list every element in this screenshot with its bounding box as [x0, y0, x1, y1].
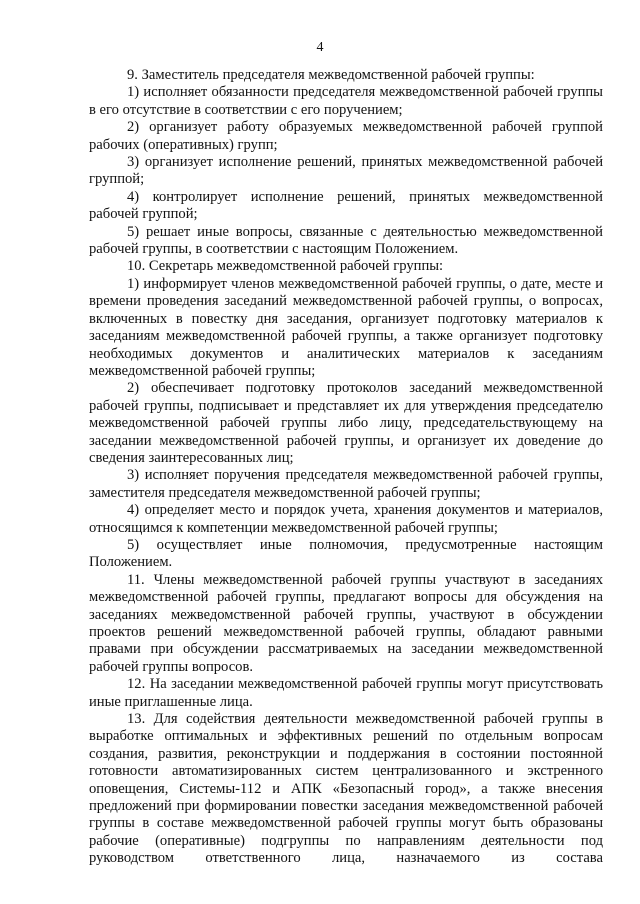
- paragraph-9-item-4: 4) контролирует исполнение решений, принятых межведомственной рабочей группой;: [89, 188, 603, 223]
- paragraph-12: 12. На заседании межведомственной рабочей группы могут присутствовать иные приглашенные лица.: [89, 676, 603, 710]
- paragraph-9-item-1: 1) исполняет обязанности председателя межведомственной рабочей группы в его отсутствие в соответствии с его поручением;: [89, 84, 603, 118]
- paragraph-10: 10. Секретарь межведомственной рабочей группы:: [127, 258, 444, 275]
- paragraph-10-item-5: 5) осуществляет иные полномочия, предусмотренные настоящим Положением.: [89, 536, 603, 571]
- paragraph-9: 9. Заместитель председателя межведомственной рабочей группы:: [127, 67, 535, 83]
- paragraph-11: 11. Члены межведомственной рабочей группы участвуют в заседаниях межведомственной рабочей группы, предлагают вопросы для обсуждения на заседаниях межведомственной рабочей группы, участвуют в обсуждении проектов решений межведомственной рабочей группы, обладают равными правами при обсуждении рассматриваемых на заседании межведомственной рабочей группы вопросов.: [89, 571, 603, 675]
- paragraph-9-item-2: 2) организует работу образуемых межведомственной рабочей группой рабочих (оперативных) групп;: [89, 119, 603, 153]
- paragraph-9-item-5: 5) решает иные вопросы, связанные с деятельностью межведомственной рабочей группы, в соответствии с настоящим Положением.: [89, 223, 603, 258]
- page-number: 4: [316, 40, 324, 55]
- paragraph-10-item-3: 3) исполняет поручения председателя межведомственной рабочей группы, заместителя председателя межведомственной рабочей группы;: [89, 467, 603, 501]
- document-body: [89, 67, 603, 868]
- paragraph-9-item-3: 3) организует исполнение решений, принятых межведомственной рабочей группой;: [89, 154, 603, 188]
- paragraph-10-item-4: 4) определяет место и порядок учета, хранения документов и материалов, относящимся к компетенции межведомственной рабочей группы;: [89, 502, 603, 536]
- paragraph-13: 13. Для содействия деятельности межведомственной рабочей группы в выработке оптимальных и эффективных решений по отдельным вопросам создания, развития, реконструкции и поддержания в состоянии постоянной готовности автоматизированных систем централизованного и экстренного оповещения, Системы-112 и АПК «Безопасный город», а также внесения предложений при формировании повестки заседания межведомственной рабочей группы в составе межведомственной рабочей группы могут быть образованы рабочие (оперативные) подгруппы по направлениям деятельности под руководством ответственного лица, назначаемого из состава: [89, 711, 603, 867]
- paragraph-10-item-2: 2) обеспечивает подготовку протоколов заседаний межведомственной рабочей группы, подписывает и представляет их для утверждения председателю межведомственной рабочей группы либо лицу, председательствующему на заседании межведомственной рабочей группы, и организует их доведение до сведения заинтересованных лиц;: [89, 380, 603, 466]
- paragraph-10-item-1: 1) информирует членов межведомственной рабочей группы, о дате, месте и времени проведения заседаний межведомственной рабочей группы, о вопросах, включенных в повестку дня заседания, организует подготовку материалов к заседаниям межведомственной рабочей группы, а также организует подготовку необходимых документов и аналитических материалов к заседаниям межведомственной рабочей группы;: [89, 275, 603, 379]
